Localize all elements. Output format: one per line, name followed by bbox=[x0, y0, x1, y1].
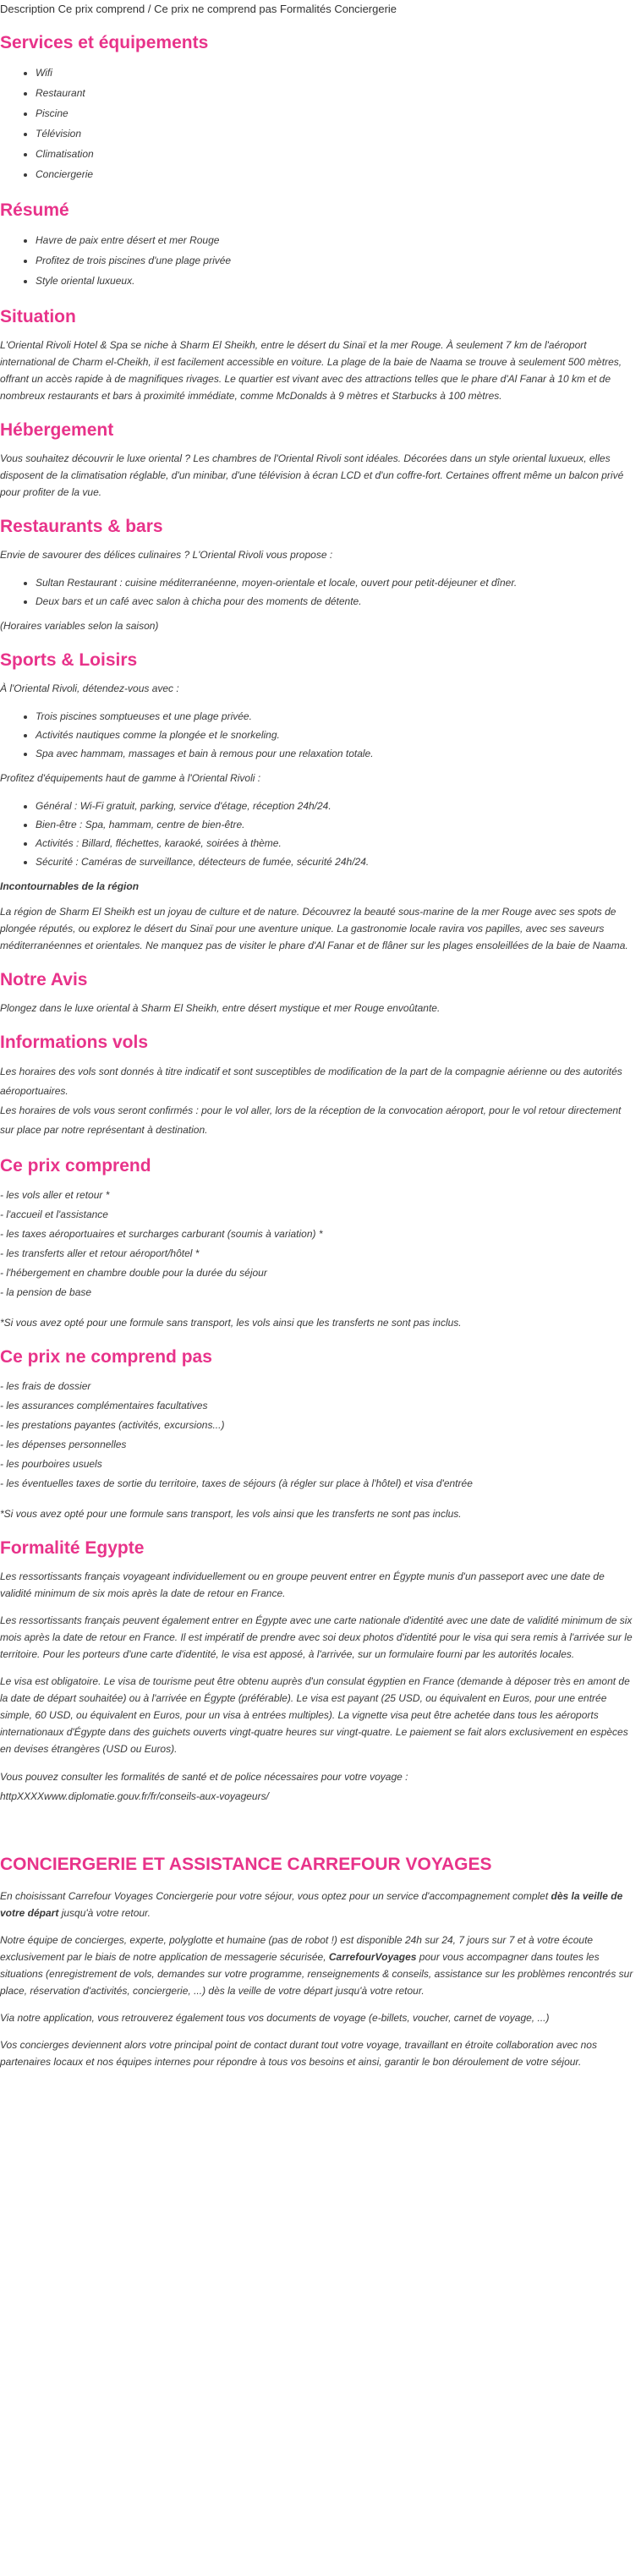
formalite-p4 bbox=[0, 1768, 636, 1806]
list-item: • Profitez de trois piscines d'une plage privée bbox=[36, 250, 636, 271]
equipment-list bbox=[0, 797, 636, 871]
list-item: • Activités nautiques comme la plongée et le snorkeling. bbox=[36, 726, 636, 744]
avis-title: Notre Avis bbox=[0, 970, 88, 989]
restaurants-list bbox=[0, 573, 636, 611]
list-item: - les pourboires usuels bbox=[0, 1458, 102, 1470]
comprend-list bbox=[0, 1186, 636, 1302]
vols-text bbox=[0, 1062, 636, 1140]
formalite-p3: Le visa est obligatoire. Le visa de tourisme peut être obtenu auprès d'un consulat égyptien en France (demande à déposer très en amont de la date de départ souhaitée) ou à l'arrivée en Égypte (préférable). Le visa est payant (25 USD, ou équivalent en Euros, pour une entrée simple, 60 USD, ou équivalent en Euros, pour un visa à entrées multiples). La vignette visa peut être achetée dans tous les aéroports internationaux d'Égypte dans des guichets ouverts vingt-quatre heures sur vingt-quatre. Le paiement se fait alors exclusivement en espèces en devises étrangères (USD ou Euros). bbox=[0, 1675, 630, 1755]
resume-title: Résumé bbox=[0, 200, 69, 220]
list-item: • Style oriental luxueux. bbox=[36, 271, 636, 291]
list-item: • Piscine bbox=[36, 103, 636, 123]
list-item: - les transferts aller et retour aéroport/hôtel * bbox=[0, 1247, 200, 1259]
list-item: • Conciergerie bbox=[36, 164, 636, 184]
avis-text: Plongez dans le luxe oriental à Sharm El Sheikh, entre désert mystique et mer Rouge envoûtante. bbox=[0, 1002, 441, 1014]
list-item: - les éventuelles taxes de sortie du territoire, taxes de séjours (à régler sur place à l'hôtel) et visa d'entrée bbox=[0, 1477, 473, 1489]
conciergerie-p2-a: Notre équipe de concierges, experte, polyglotte et humaine (pas de robot !) est disponible 24h sur 24, 7 jours sur 7 et à votre écoute exclusivement par le biais de notre application de messagerie sécurisée, bbox=[0, 1934, 594, 1963]
list-item: - les dépenses personnelles bbox=[0, 1439, 127, 1450]
conciergerie-p1-a: En choisissant Carrefour Voyages Conciergerie pour votre séjour, vous optez pour un service d'accompagnement complet bbox=[0, 1890, 551, 1902]
sports-intro: À l'Oriental Rivoli, détendez-vous avec : bbox=[0, 682, 179, 694]
vols-line-2: Les horaires de vols vous seront confirmés : pour le vol aller, lors de la réception de la convocation aéroport, pour le vol retour directement sur place par notre représentant à destination. bbox=[0, 1104, 622, 1136]
nav-prix-comprend[interactable]: Ce prix comprend bbox=[58, 3, 145, 15]
list-item: • Activités : Billard, fléchettes, karaoké, soirées à thème. bbox=[36, 834, 636, 852]
sports-intro2: Profitez d'équipements haut de gamme à l'Oriental Rivoli : bbox=[0, 772, 261, 784]
list-item: • Sultan Restaurant : cuisine méditerranéenne, moyen-orientale et locale, ouvert pour petit-déjeuner et dîner. bbox=[36, 573, 636, 592]
conciergerie-p1-b: jusqu'à votre retour. bbox=[58, 1907, 151, 1919]
list-item: • Télévision bbox=[36, 123, 636, 144]
comprend-title: Ce prix comprend bbox=[0, 1156, 151, 1176]
nav-description[interactable]: Description bbox=[0, 3, 56, 15]
formalite-p4-text: Vous pouvez consulter les formalités de santé et de police nécessaires pour votre voyage : bbox=[0, 1771, 408, 1783]
nav-conciergerie[interactable]: Conciergerie bbox=[334, 3, 397, 15]
list-item: - les prestations payantes (activités, excursions...) bbox=[0, 1419, 225, 1431]
region-text: La région de Sharm El Sheikh est un joyau de culture et de nature. Découvrez la beauté sous-marine de la mer Rouge avec ses spots de plongée réputés, ou explorez le désert du Sinaï pour une aventure unique. La gastronomie locale ravira vos papilles, avec ses saveurs méditerranéennes et orientales. Ne manquez pas de visiter le phare d'Al Fanar et de flâner sur les plages ensoleillées de la baie de Naama. bbox=[0, 906, 628, 951]
region-subtitle: Incontournables de la région bbox=[0, 880, 140, 892]
list-item: • Wifi bbox=[36, 63, 636, 83]
services-list bbox=[0, 63, 636, 184]
list-item: • Restaurant bbox=[36, 83, 636, 103]
nav-separator: / bbox=[147, 3, 151, 15]
conciergerie-p2 bbox=[0, 1932, 636, 1999]
list-item: - les taxes aéroportuaires et surcharges carburant (soumis à variation) * bbox=[0, 1228, 323, 1240]
formalite-title: Formalité Egypte bbox=[0, 1538, 145, 1558]
list-item: • Spa avec hammam, massages et bain à remous pour une relaxation totale. bbox=[36, 744, 636, 763]
spacer bbox=[0, 1817, 636, 1845]
nav-prix-ne-comprend[interactable]: Ce prix ne comprend pas bbox=[154, 3, 277, 15]
conciergerie-p1 bbox=[0, 1888, 636, 1921]
diplomatie-link[interactable]: httpXXXXwww.diplomatie.gouv.fr/fr/conseils-aux-voyageurs/ bbox=[0, 1790, 269, 1802]
resume-list bbox=[0, 230, 636, 291]
vols-title: Informations vols bbox=[0, 1033, 149, 1052]
situation-text: L'Oriental Rivoli Hotel & Spa se niche à Sharm El Sheikh, entre le désert du Sinaï et la mer Rouge. À seulement 7 km de l'aéroport international de Charm el-Cheikh, il est facilement accessible en voiture. La plage de la baie de Naama se trouve à seulement 500 mètres, offrant un accès rapide à de magnifiques rivages. Le quartier est vivant avec des attractions telles que le phare d'Al Fanar à 10 km et de nombreux restaurants et bars à proximité immédiate, comme McDonalds à 9 mètres et Starbucks à 100 mètres. bbox=[0, 339, 622, 402]
list-item: - les vols aller et retour * bbox=[0, 1189, 110, 1201]
sports-title: Sports & Loisirs bbox=[0, 650, 138, 670]
conciergerie-p3: Via notre application, vous retrouverez également tous vos documents de voyage (e-billets, voucher, carnet de voyage, ...) bbox=[0, 2012, 550, 2024]
list-item: - les frais de dossier bbox=[0, 1380, 91, 1392]
conciergerie-p2-bold: CarrefourVoyages bbox=[328, 1951, 417, 1963]
services-title: Services et équipements bbox=[0, 33, 209, 52]
conciergerie-p1-bold: dès la veille de votre départ bbox=[0, 1890, 623, 1919]
list-item: - l'accueil et l'assistance bbox=[0, 1209, 108, 1220]
list-item: • Climatisation bbox=[36, 144, 636, 164]
conciergerie-p2-b: pour vous accompagner dans toutes les situations (enregistrement de vols, demandes sur votre programme, renseignements & conseils, assistance sur les problèmes rencontrés sur place, réservation d'activités, conciergerie, ...) dès la veille de votre départ jusqu'à votre retour. bbox=[0, 1951, 633, 1997]
restaurants-title: Restaurants & bars bbox=[0, 517, 163, 536]
comprend-note: *Si vous avez opté pour une formule sans transport, les vols ainsi que les transferts ne sont pas inclus. bbox=[0, 1317, 462, 1329]
formalite-p1: Les ressortissants français voyageant individuellement ou en groupe peuvent entrer en Égypte munis d'un passeport avec une date de validité minimum de six mois après la date de retour en France. bbox=[0, 1570, 605, 1599]
list-item: • Havre de paix entre désert et mer Rouge bbox=[36, 230, 636, 250]
ne-comprend-title: Ce prix ne comprend pas bbox=[0, 1347, 212, 1367]
hebergement-title: Hébergement bbox=[0, 420, 114, 440]
restaurants-note: (Horaires variables selon la saison) bbox=[0, 620, 159, 632]
formalite-p2: Les ressortissants français peuvent également entrer en Égypte avec une carte nationale d'identité avec une date de validité minimum de six mois après la date de retour en France. Il est impératif de prendre avec soi deux photos d'identité pour le visa qui sera remis à l'arrivée sur le territoire. Pour les porteurs d'une carte d'identité, le visa est apposé, à l'arrivée, sur un formulaire fourni par les autorités locales. bbox=[0, 1614, 633, 1660]
ne-comprend-note: *Si vous avez opté pour une formule sans transport, les vols ainsi que les transferts ne sont pas inclus. bbox=[0, 1508, 462, 1520]
section-nav bbox=[0, 0, 636, 17]
situation-title: Situation bbox=[0, 307, 76, 326]
list-item: • Bien-être : Spa, hammam, centre de bien-être. bbox=[36, 815, 636, 834]
list-item: • Sécurité : Caméras de surveillance, détecteurs de fumée, sécurité 24h/24. bbox=[36, 852, 636, 871]
list-item: - les assurances complémentaires facultatives bbox=[0, 1400, 208, 1411]
list-item: • Deux bars et un café avec salon à chicha pour des moments de détente. bbox=[36, 592, 636, 611]
conciergerie-p4: Vos concierges deviennent alors votre principal point de contact durant tout votre voyage, travaillant en étroite collaboration avec nos partenaires locaux et nos équipes internes pour répondre à tous vos besoins et ainsi, garantir le bon déroulement de votre séjour. bbox=[0, 2039, 597, 2068]
vols-line-1: Les horaires des vols sont donnés à titre indicatif et sont susceptibles de modification de la part de la compagnie aérienne ou des autorités aéroportuaires. bbox=[0, 1066, 622, 1097]
conciergerie-title: CONCIERGERIE ET ASSISTANCE CARREFOUR VOYAGES bbox=[0, 1855, 492, 1874]
list-item: • Général : Wi-Fi gratuit, parking, service d'étage, réception 24h/24. bbox=[36, 797, 636, 815]
ne-comprend-list bbox=[0, 1377, 636, 1494]
list-item: - l'hébergement en chambre double pour la durée du séjour bbox=[0, 1267, 267, 1279]
hebergement-text: Vous souhaitez découvrir le luxe oriental ? Les chambres de l'Oriental Rivoli sont idéales. Décorées dans un style oriental luxueux, elles disposent de la climatisation réglable, d'un minibar, d'une télévision à écran LCD et d'un coffre-fort. Certaines offrent même un balcon privé pour profiter de la vue. bbox=[0, 452, 624, 498]
list-item: • Trois piscines somptueuses et une plage privée. bbox=[36, 707, 636, 726]
list-item: - la pension de base bbox=[0, 1286, 92, 1298]
restaurants-intro: Envie de savourer des délices culinaires ? L'Oriental Rivoli vous propose : bbox=[0, 549, 333, 561]
sports-list bbox=[0, 707, 636, 763]
nav-formalites[interactable]: Formalités bbox=[280, 3, 331, 15]
